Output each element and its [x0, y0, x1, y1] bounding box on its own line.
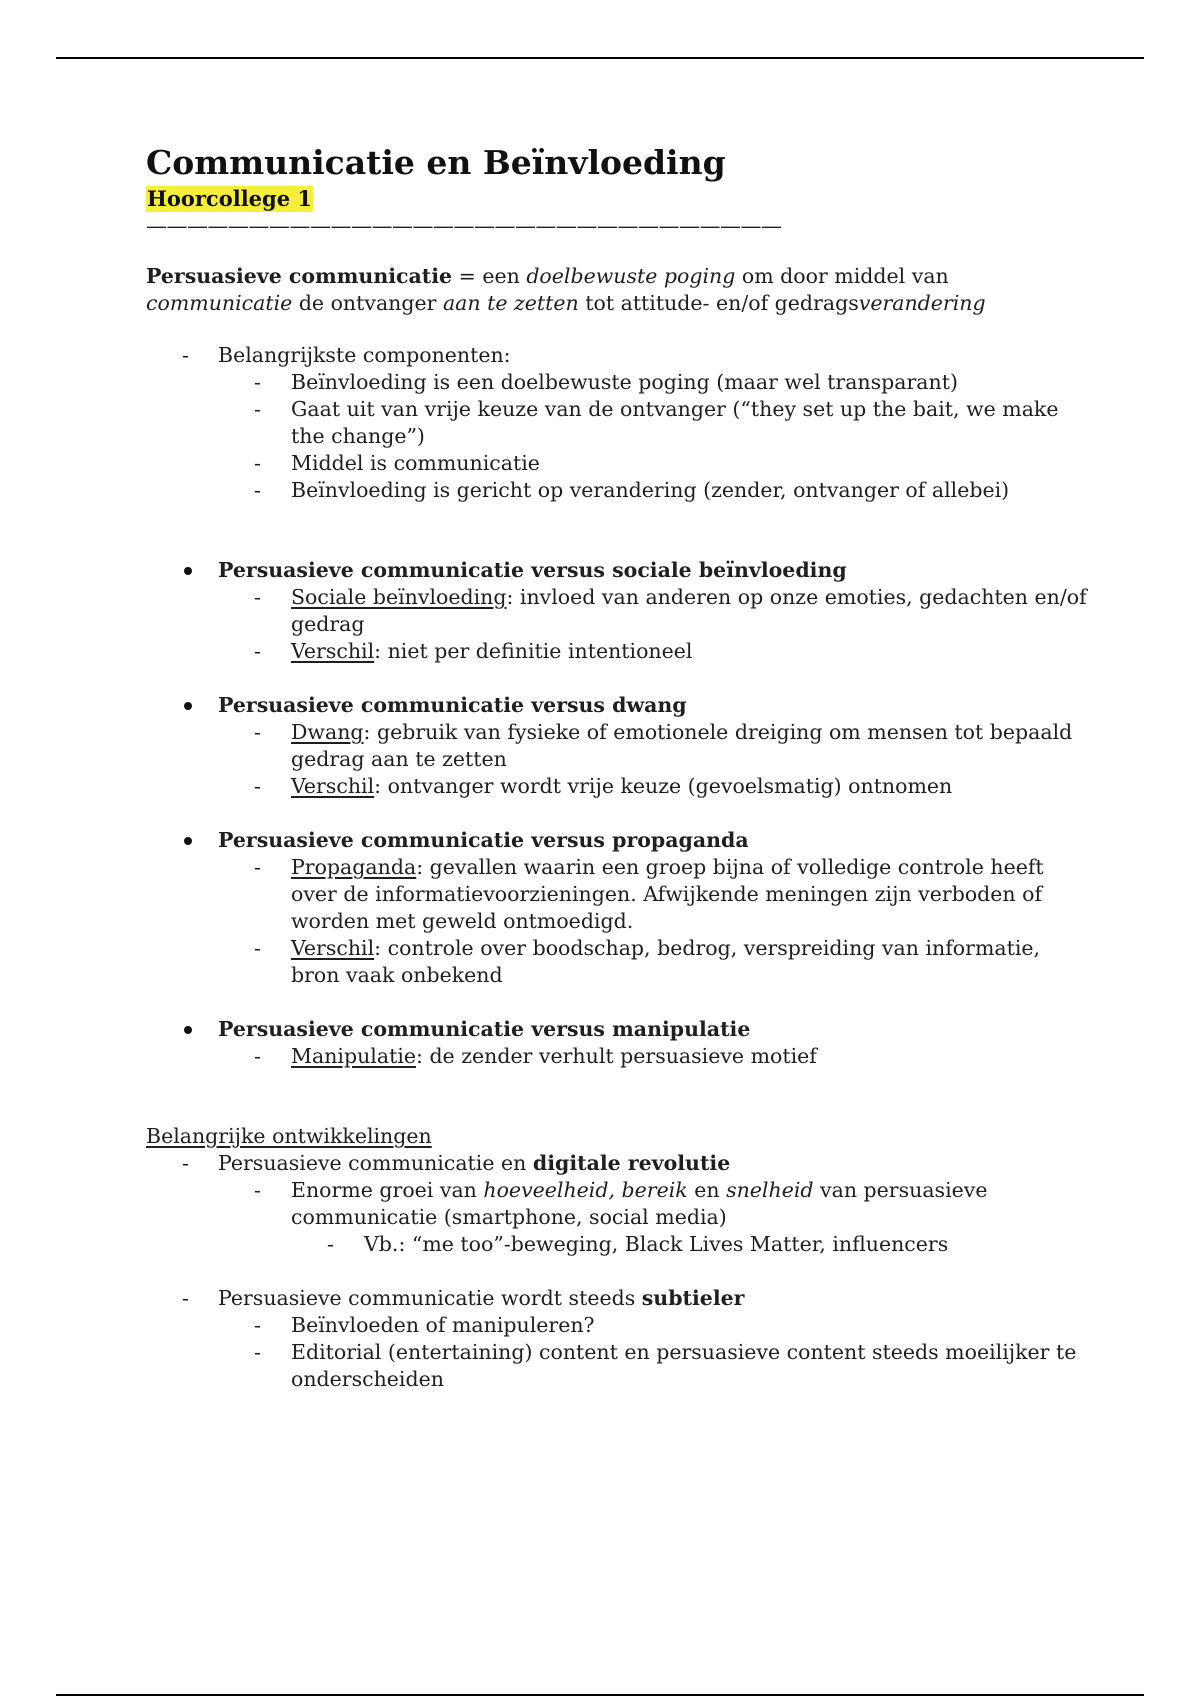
- divider-line: ———————————————————————————————: [146, 214, 782, 238]
- components-list: [146, 342, 1091, 504]
- comparison-heading: Persuasieve communicatie versus dwang: [218, 693, 687, 717]
- concept-term: Verschil: [291, 936, 375, 960]
- dash-marker: -: [182, 343, 189, 367]
- list-item: [146, 1150, 1091, 1177]
- comparison-heading-item: [146, 1016, 1091, 1043]
- list-item: [146, 1177, 1091, 1231]
- concept-term: Dwang: [291, 720, 364, 744]
- list-item: [146, 773, 1091, 800]
- list-item-text: Enorme groei van: [291, 1178, 484, 1202]
- dash-marker: -: [254, 1044, 261, 1068]
- list-item-text: Beïnvloeding is gericht op verandering (zender, ontvanger of allebei): [291, 478, 1010, 502]
- comparison-section: [146, 557, 1091, 665]
- list-item-text: Middel is communicatie: [291, 451, 540, 475]
- components-heading: Belangrijkste componenten:: [218, 343, 511, 367]
- dash-marker: -: [327, 1232, 334, 1256]
- list-item: [146, 719, 1091, 773]
- dash-marker: -: [254, 397, 261, 421]
- list-item: [146, 1043, 1091, 1070]
- comparison-heading-item: [146, 557, 1091, 584]
- comparison-heading-item: [146, 692, 1091, 719]
- list-item: [146, 584, 1091, 638]
- dash-marker: -: [254, 451, 261, 475]
- lecture-subtitle: Hoorcollege 1: [147, 186, 312, 211]
- list-item-emphasis: bereik: [621, 1178, 688, 1202]
- list-item: [146, 396, 1091, 450]
- list-item: [146, 1231, 1091, 1258]
- developments-list: [146, 1150, 1091, 1393]
- list-item: [146, 854, 1091, 935]
- dash-marker: -: [254, 478, 261, 502]
- comparison-heading: Persuasieve communicatie versus sociale beïnvloeding: [218, 558, 847, 582]
- list-item: [146, 342, 1091, 369]
- definition-paragraph: [146, 263, 1091, 317]
- list-item: [146, 450, 1091, 477]
- dash-marker: -: [254, 585, 261, 609]
- comparison-section: [146, 827, 1091, 989]
- dash-marker: -: [254, 855, 261, 879]
- bullet-dot: [184, 702, 192, 710]
- dash-marker: -: [254, 1178, 261, 1202]
- concept-term: Manipulatie: [291, 1044, 417, 1068]
- concept-text: : controle over boodschap, bedrog, verspreiding van informatie, bron vaak onbekend: [291, 936, 1041, 987]
- list-item-bold: digitale revolutie: [532, 1151, 731, 1175]
- bullet-dot: [184, 837, 192, 845]
- list-item-text: Beïnvloeding is een doelbewuste poging (maar wel transparant): [291, 370, 958, 394]
- list-item-text: Gaat uit van vrije keuze van de ontvanger (“they set up the bait, we make the change”): [291, 397, 1059, 448]
- definition-text: om door middel van: [735, 264, 949, 288]
- definition-term: Persuasieve communicatie: [146, 264, 453, 288]
- bottom-rule: [56, 1694, 1144, 1696]
- list-item: [146, 1312, 1091, 1339]
- bullet-dot: [184, 1026, 192, 1034]
- list-item: [146, 477, 1091, 504]
- concept-text: : gevallen waarin een groep bijna of volledige controle heeft over de informatievoorzieningen. Afwijkende meningen zijn verboden of worden met geweld ontmoedigd.: [291, 855, 1044, 933]
- list-item-text: Editorial (entertaining) content en persuasieve content steeds moeilijker te onderscheiden: [291, 1340, 1077, 1391]
- concept-term: Sociale beïnvloeding: [291, 585, 507, 609]
- definition-emphasis: communicatie: [146, 291, 293, 315]
- document-page: [146, 140, 1091, 1393]
- comparison-heading-item: [146, 827, 1091, 854]
- list-item: [146, 1285, 1091, 1312]
- bullet-dot: [184, 567, 192, 575]
- list-item-emphasis: snelheid: [726, 1178, 814, 1202]
- concept-text: : invloed van anderen op onze emoties, gedachten en/of gedrag: [291, 585, 1087, 636]
- list-item: [146, 369, 1091, 396]
- concept-text: : de zender verhult persuasieve motief: [416, 1044, 817, 1068]
- list-item-text: Persuasieve communicatie wordt steeds: [218, 1286, 642, 1310]
- definition-emphasis: verandering: [858, 291, 986, 315]
- concept-term: Propaganda: [291, 855, 417, 879]
- example-text: Vb.: “me too”-beweging, Black Lives Matter, influencers: [364, 1232, 949, 1256]
- list-item-bold: subtieler: [641, 1286, 745, 1310]
- comparison-heading: Persuasieve communicatie versus propaganda: [218, 828, 749, 852]
- concept-term: Verschil: [291, 774, 375, 798]
- dash-marker: -: [254, 720, 261, 744]
- concept-text: : ontvanger wordt vrije keuze (gevoelsmatig) ontnomen: [374, 774, 953, 798]
- dash-marker: -: [254, 370, 261, 394]
- list-item-text: van persuasieve communicatie (smartphone, social media): [291, 1178, 988, 1229]
- list-item-emphasis: hoeveelheid: [483, 1178, 609, 1202]
- concept-text: : niet per definitie intentioneel: [374, 639, 693, 663]
- dash-marker: -: [254, 1340, 261, 1364]
- dash-marker: -: [182, 1151, 189, 1175]
- dash-marker: -: [254, 639, 261, 663]
- dash-marker: -: [254, 1313, 261, 1337]
- definition-text: = een: [452, 264, 527, 288]
- top-rule: [56, 57, 1144, 59]
- list-item: [146, 638, 1091, 665]
- list-item: [146, 935, 1091, 989]
- comparison-section: [146, 692, 1091, 800]
- page-title: Communicatie en Beïnvloeding: [146, 143, 726, 182]
- definition-text: de ontvanger: [292, 291, 443, 315]
- concept-term: Verschil: [291, 639, 375, 663]
- dash-marker: -: [182, 1286, 189, 1310]
- dash-marker: -: [254, 774, 261, 798]
- definition-emphasis: aan te zetten: [442, 291, 579, 315]
- comparison-heading: Persuasieve communicatie versus manipulatie: [218, 1017, 751, 1041]
- definition-text: tot attitude- en/of gedrags: [578, 291, 859, 315]
- list-item-text: Beïnvloeden of manipuleren?: [291, 1313, 595, 1337]
- comparison-section: [146, 1016, 1091, 1070]
- list-item-text: en: [687, 1178, 727, 1202]
- definition-emphasis: doelbewuste poging: [526, 264, 736, 288]
- concept-text: : gebruik van fysieke of emotionele dreiging om mensen tot bepaald gedrag aan te zetten: [291, 720, 1073, 771]
- list-item-text: ,: [608, 1178, 622, 1202]
- list-item-text: Persuasieve communicatie en: [218, 1151, 533, 1175]
- list-item: [146, 1339, 1091, 1393]
- developments-heading: Belangrijke ontwikkelingen: [146, 1124, 432, 1148]
- dash-marker: -: [254, 936, 261, 960]
